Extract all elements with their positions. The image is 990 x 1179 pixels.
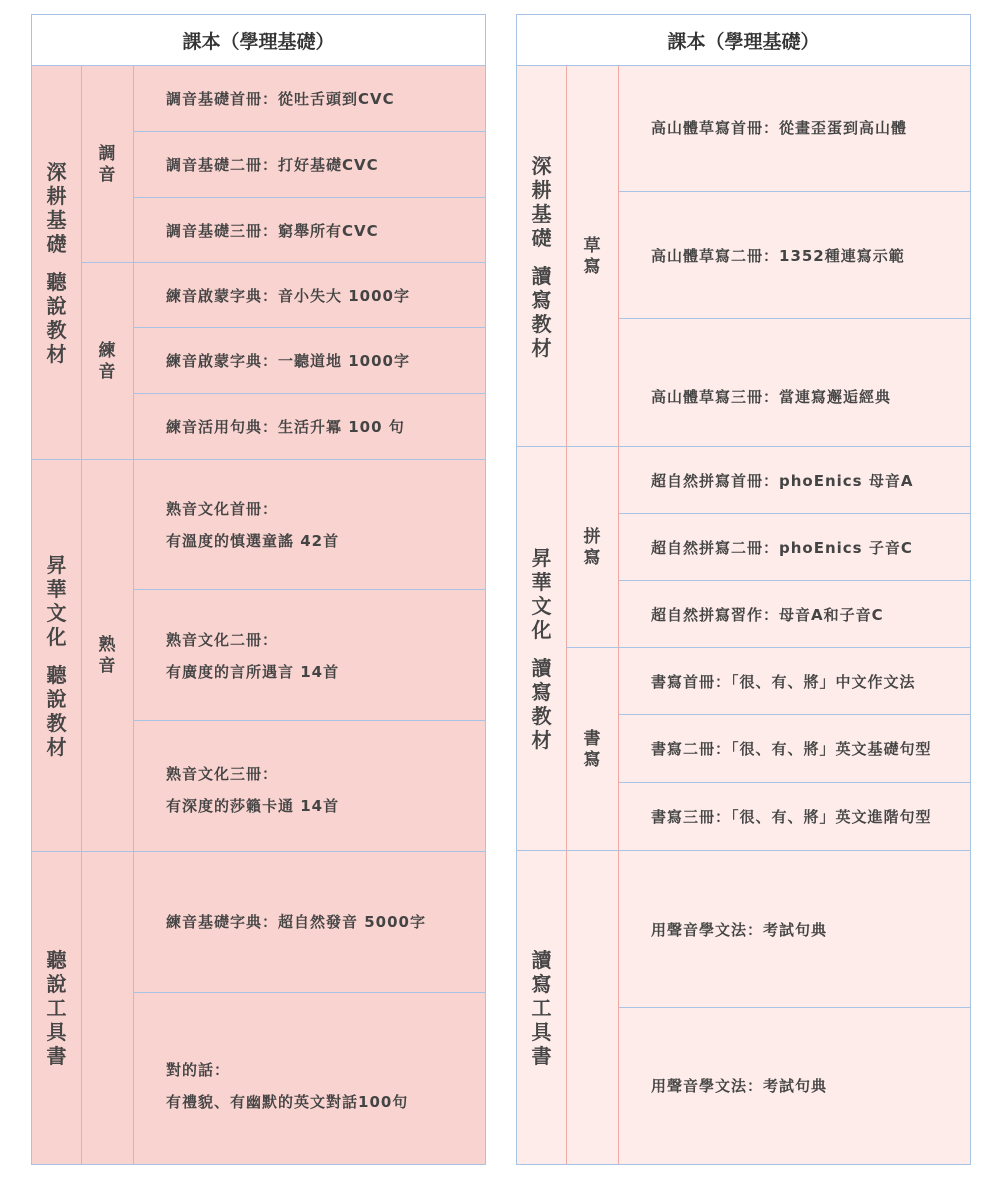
vertical-char: 材 — [531, 728, 552, 752]
vertical-char: 讀 — [531, 263, 552, 288]
item-line: 練音啟蒙字典：音小失大 1000字 — [166, 286, 410, 305]
list-item — [619, 581, 970, 648]
list-item — [619, 319, 970, 447]
vertical-char: 耕 — [46, 184, 67, 208]
list-item — [134, 328, 485, 394]
item-line: 高山體草寫首冊：從畫歪蛋到高山體 — [651, 119, 908, 137]
item-line: 書寫三冊：「很、有、將」英文進階句型 — [651, 808, 932, 826]
subgroup-label-pinxie — [566, 447, 618, 648]
group-title-tingshuo-tools — [32, 852, 81, 1164]
vertical-char: 說 — [46, 972, 67, 996]
list-item — [619, 648, 970, 715]
vertical-char: 礎 — [46, 232, 67, 256]
vertical-char: 深 — [46, 160, 67, 184]
item-line: 有深度的莎籟卡通 14首 — [166, 796, 340, 815]
vertical-char: 說 — [46, 294, 67, 318]
vertical-char: 工 — [46, 996, 67, 1020]
vertical-char: 讀 — [531, 947, 552, 972]
vertical-char: 寫 — [531, 680, 552, 704]
vertical-char: 材 — [46, 342, 67, 366]
item-line: 有廣度的言所遇言 14首 — [166, 662, 340, 681]
vertical-char: 教 — [531, 311, 552, 336]
list-item — [134, 460, 485, 590]
item-line: 熟音文化二冊： — [166, 630, 279, 649]
list-item — [134, 132, 485, 198]
vertical-char: 耕 — [531, 177, 552, 202]
list-item — [619, 192, 970, 319]
item-line: 熟音文化首冊： — [166, 500, 279, 518]
list-item — [619, 783, 970, 851]
vertical-char: 深 — [531, 153, 552, 178]
item-line: 有禮貌、有幽默的英文對話100句 — [166, 1092, 409, 1111]
list-item — [619, 66, 970, 192]
list-item — [134, 590, 485, 721]
vertical-char: 教 — [46, 318, 67, 342]
list-item — [619, 1008, 970, 1164]
list-item — [134, 721, 485, 852]
group-title-shenghua-tingshuo — [32, 460, 81, 852]
left-panel — [31, 14, 486, 1165]
item-line: 超自然拼寫習作：母音A和子音C — [651, 605, 884, 624]
group-title-shenghua-duxie — [517, 447, 566, 851]
list-item — [134, 198, 485, 263]
group-title-shengeng-tingshuo — [32, 66, 81, 460]
list-item — [134, 66, 485, 132]
vertical-char: 華 — [46, 577, 67, 601]
vertical-char: 讀 — [531, 656, 552, 680]
subgroup-label-empty — [566, 851, 618, 1164]
vertical-char: 寫 — [531, 971, 552, 996]
vertical-char: 教 — [46, 711, 67, 735]
subgroup-label-shuxie — [566, 648, 618, 851]
vertical-char: 調 — [98, 143, 116, 164]
item-line: 熟音文化三冊： — [166, 764, 279, 783]
item-line: 對的話： — [166, 1060, 231, 1079]
item-line: 書寫首冊：「很、有、將」中文作文法 — [651, 672, 916, 691]
list-item — [619, 851, 970, 1008]
subgroup-label-tiaoyin — [81, 66, 133, 263]
list-item — [134, 993, 485, 1164]
vertical-char: 熟 — [98, 635, 116, 655]
vertical-char: 昇 — [46, 553, 67, 577]
vertical-char: 聽 — [46, 948, 67, 972]
vertical-char: 化 — [46, 625, 67, 649]
vertical-char: 練 — [98, 340, 116, 361]
item-line: 練音活用句典：生活升冪 100 句 — [166, 418, 405, 436]
item-line: 用聲音學文法：考試句典 — [651, 920, 828, 939]
item-line: 調音基礎三冊：窮舉所有CVC — [166, 221, 379, 240]
vertical-char: 礎 — [531, 225, 552, 250]
list-item — [134, 852, 485, 993]
group-title-duxie-tools — [517, 851, 566, 1164]
subgroup-label-lianyin — [81, 263, 133, 460]
item-line: 調音基礎二冊：打好基礎CVC — [166, 156, 379, 174]
vertical-char: 教 — [531, 704, 552, 728]
list-item — [134, 394, 485, 460]
vertical-char: 音 — [98, 656, 116, 676]
vertical-char: 材 — [46, 735, 67, 759]
item-line: 高山體草寫三冊：當連寫邂逅經典 — [651, 388, 892, 406]
vertical-char: 文 — [46, 601, 67, 625]
item-line: 高山體草寫二冊：1352種連寫示範 — [651, 246, 905, 265]
vertical-char: 說 — [46, 687, 67, 711]
vertical-char: 材 — [531, 335, 552, 360]
vertical-char: 聽 — [46, 270, 67, 294]
subgroup-label-empty — [81, 852, 133, 1164]
vertical-char: 書 — [531, 1043, 552, 1068]
group-title-shengeng-duxie — [517, 66, 566, 447]
vertical-char: 草 — [583, 235, 601, 256]
item-line: 書寫二冊：「很、有、將」英文基礎句型 — [651, 740, 932, 758]
vertical-char: 工 — [531, 995, 552, 1020]
item-line: 有溫度的慎選童謠 42首 — [166, 532, 340, 550]
item-line: 練音基礎字典：超自然發音 5000字 — [166, 913, 426, 931]
left-panel-header: 課本（學理基礎） — [32, 15, 485, 66]
vertical-char: 拼 — [583, 527, 601, 547]
item-line: 調音基礎首冊：從吐舌頭到CVC — [166, 90, 395, 108]
vertical-char: 音 — [98, 361, 116, 382]
item-line: 超自然拼寫首冊：phoEnics 母音A — [651, 471, 914, 490]
vertical-char: 化 — [531, 618, 552, 642]
vertical-char: 寫 — [583, 548, 601, 568]
right-panel-header: 課本（學理基礎） — [517, 15, 970, 66]
vertical-char: 基 — [531, 201, 552, 226]
vertical-char: 書 — [46, 1044, 67, 1068]
item-line: 練音啟蒙字典：一聽道地 1000字 — [166, 352, 410, 370]
list-item — [619, 715, 970, 783]
item-line: 用聲音學文法：考試句典 — [651, 1077, 828, 1095]
right-panel — [516, 14, 971, 1165]
vertical-char: 基 — [46, 208, 67, 232]
vertical-char: 華 — [531, 570, 552, 594]
list-item — [619, 514, 970, 581]
item-line: 超自然拼寫二冊：phoEnics 子音C — [651, 538, 913, 557]
subgroup-label-caoxie — [566, 66, 618, 447]
vertical-char: 寫 — [531, 287, 552, 312]
vertical-char: 具 — [46, 1020, 67, 1044]
subgroup-label-shuyin — [81, 460, 133, 852]
vertical-char: 寫 — [583, 749, 601, 770]
vertical-char: 音 — [98, 164, 116, 185]
vertical-char: 寫 — [583, 256, 601, 277]
vertical-char: 聽 — [46, 663, 67, 687]
vertical-char: 昇 — [531, 546, 552, 570]
list-item — [134, 263, 485, 328]
vertical-char: 文 — [531, 594, 552, 618]
list-item — [619, 447, 970, 514]
vertical-char: 書 — [583, 728, 601, 749]
vertical-char: 具 — [531, 1019, 552, 1044]
